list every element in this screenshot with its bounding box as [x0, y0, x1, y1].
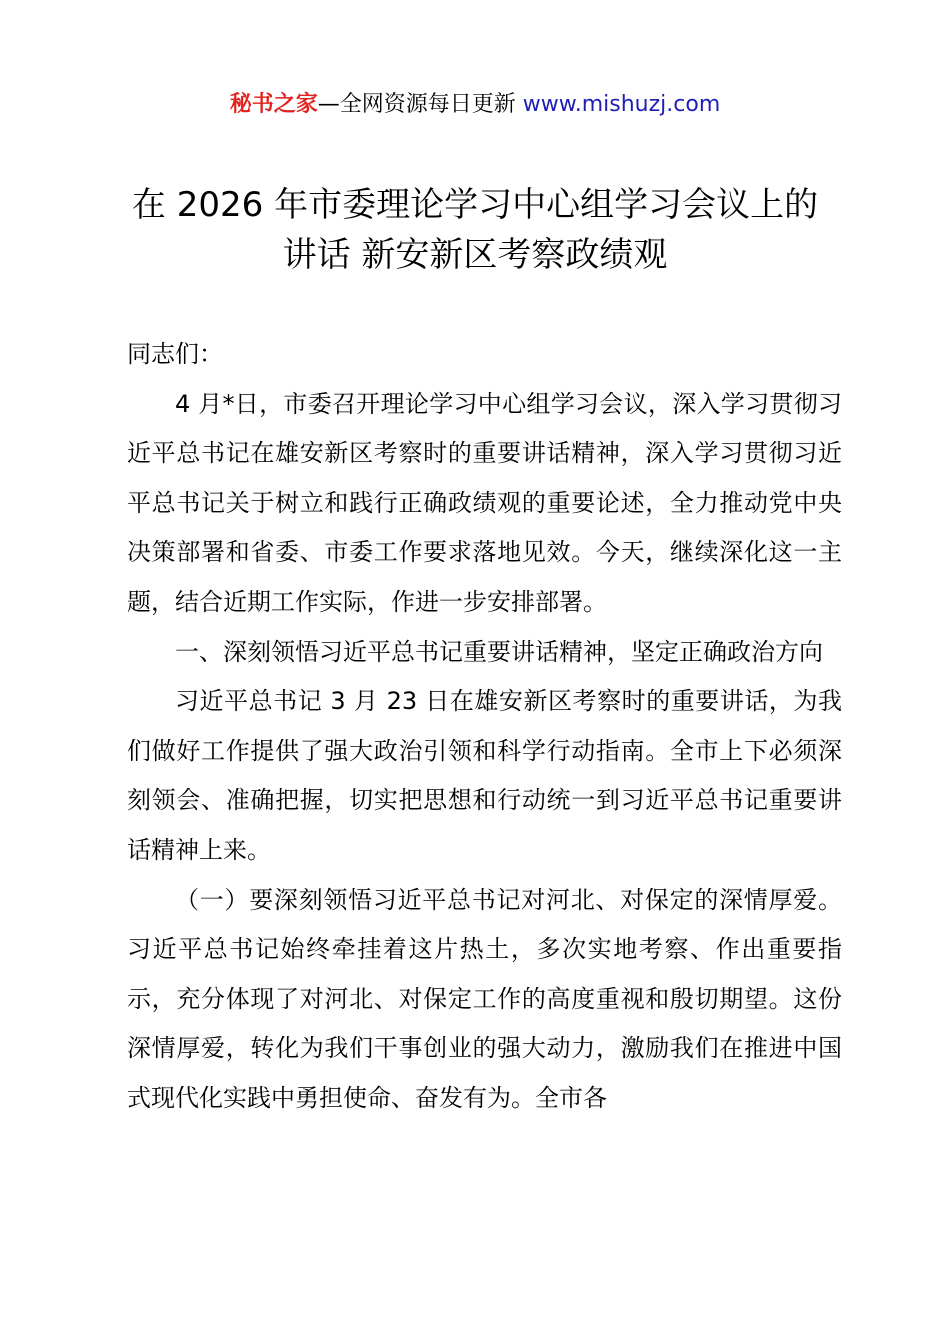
- site-header: [0, 88, 950, 122]
- document-body: [127, 330, 842, 1124]
- title-line-2: 讲话 新安新区考察政绩观: [282, 235, 668, 275]
- paragraph-3: （一）要深刻领悟习近平总书记对河北、对保定的深情厚爱。习近平总书记始终牵挂着这片热土，多次实地考察、作出重要指示，充分体现了对河北、对保定工作的高度重视和殷切期望。这份深情厚爱，转化为我们干事创业的强大动力，激励我们在推进中国式现代化实践中勇担使命、奋发有为。全市各: [127, 885, 842, 1112]
- section-heading-1: 一、深刻领悟习近平总书记重要讲话精神，坚定正确政治方向: [175, 637, 823, 666]
- document-title: [60, 180, 890, 280]
- paragraph-2: 习近平总书记 3 月 23 日在雄安新区考察时的重要讲话，为我们做好工作提供了强大政治引领和科学行动指南。全市上下必须深刻领会、准确把握，切实把思想和行动统一到习近平总书记重要讲话精神上来。: [127, 687, 842, 864]
- header-tagline: —全网资源每日更新: [317, 92, 523, 117]
- brand-name: 秘书之家: [229, 92, 318, 117]
- site-url-link[interactable]: www.mishuzj.com: [522, 92, 721, 117]
- salutation: 同志们：: [127, 340, 223, 368]
- paragraph-intro: 4 月*日，市委召开理论学习中心组学习会议，深入学习贯彻习近平总书记在雄安新区考察时的重要讲话精神，深入学习贯彻习近平总书记关于树立和践行正确政绩观的重要论述，全力推动党中央决策部署和省委、市委工作要求落地见效。今天，继续深化这一主题，结合近期工作实际，作进一步安排部署。: [127, 389, 842, 616]
- title-line-1: 在 2026 年市委理论学习中心组学习会议上的: [131, 185, 819, 225]
